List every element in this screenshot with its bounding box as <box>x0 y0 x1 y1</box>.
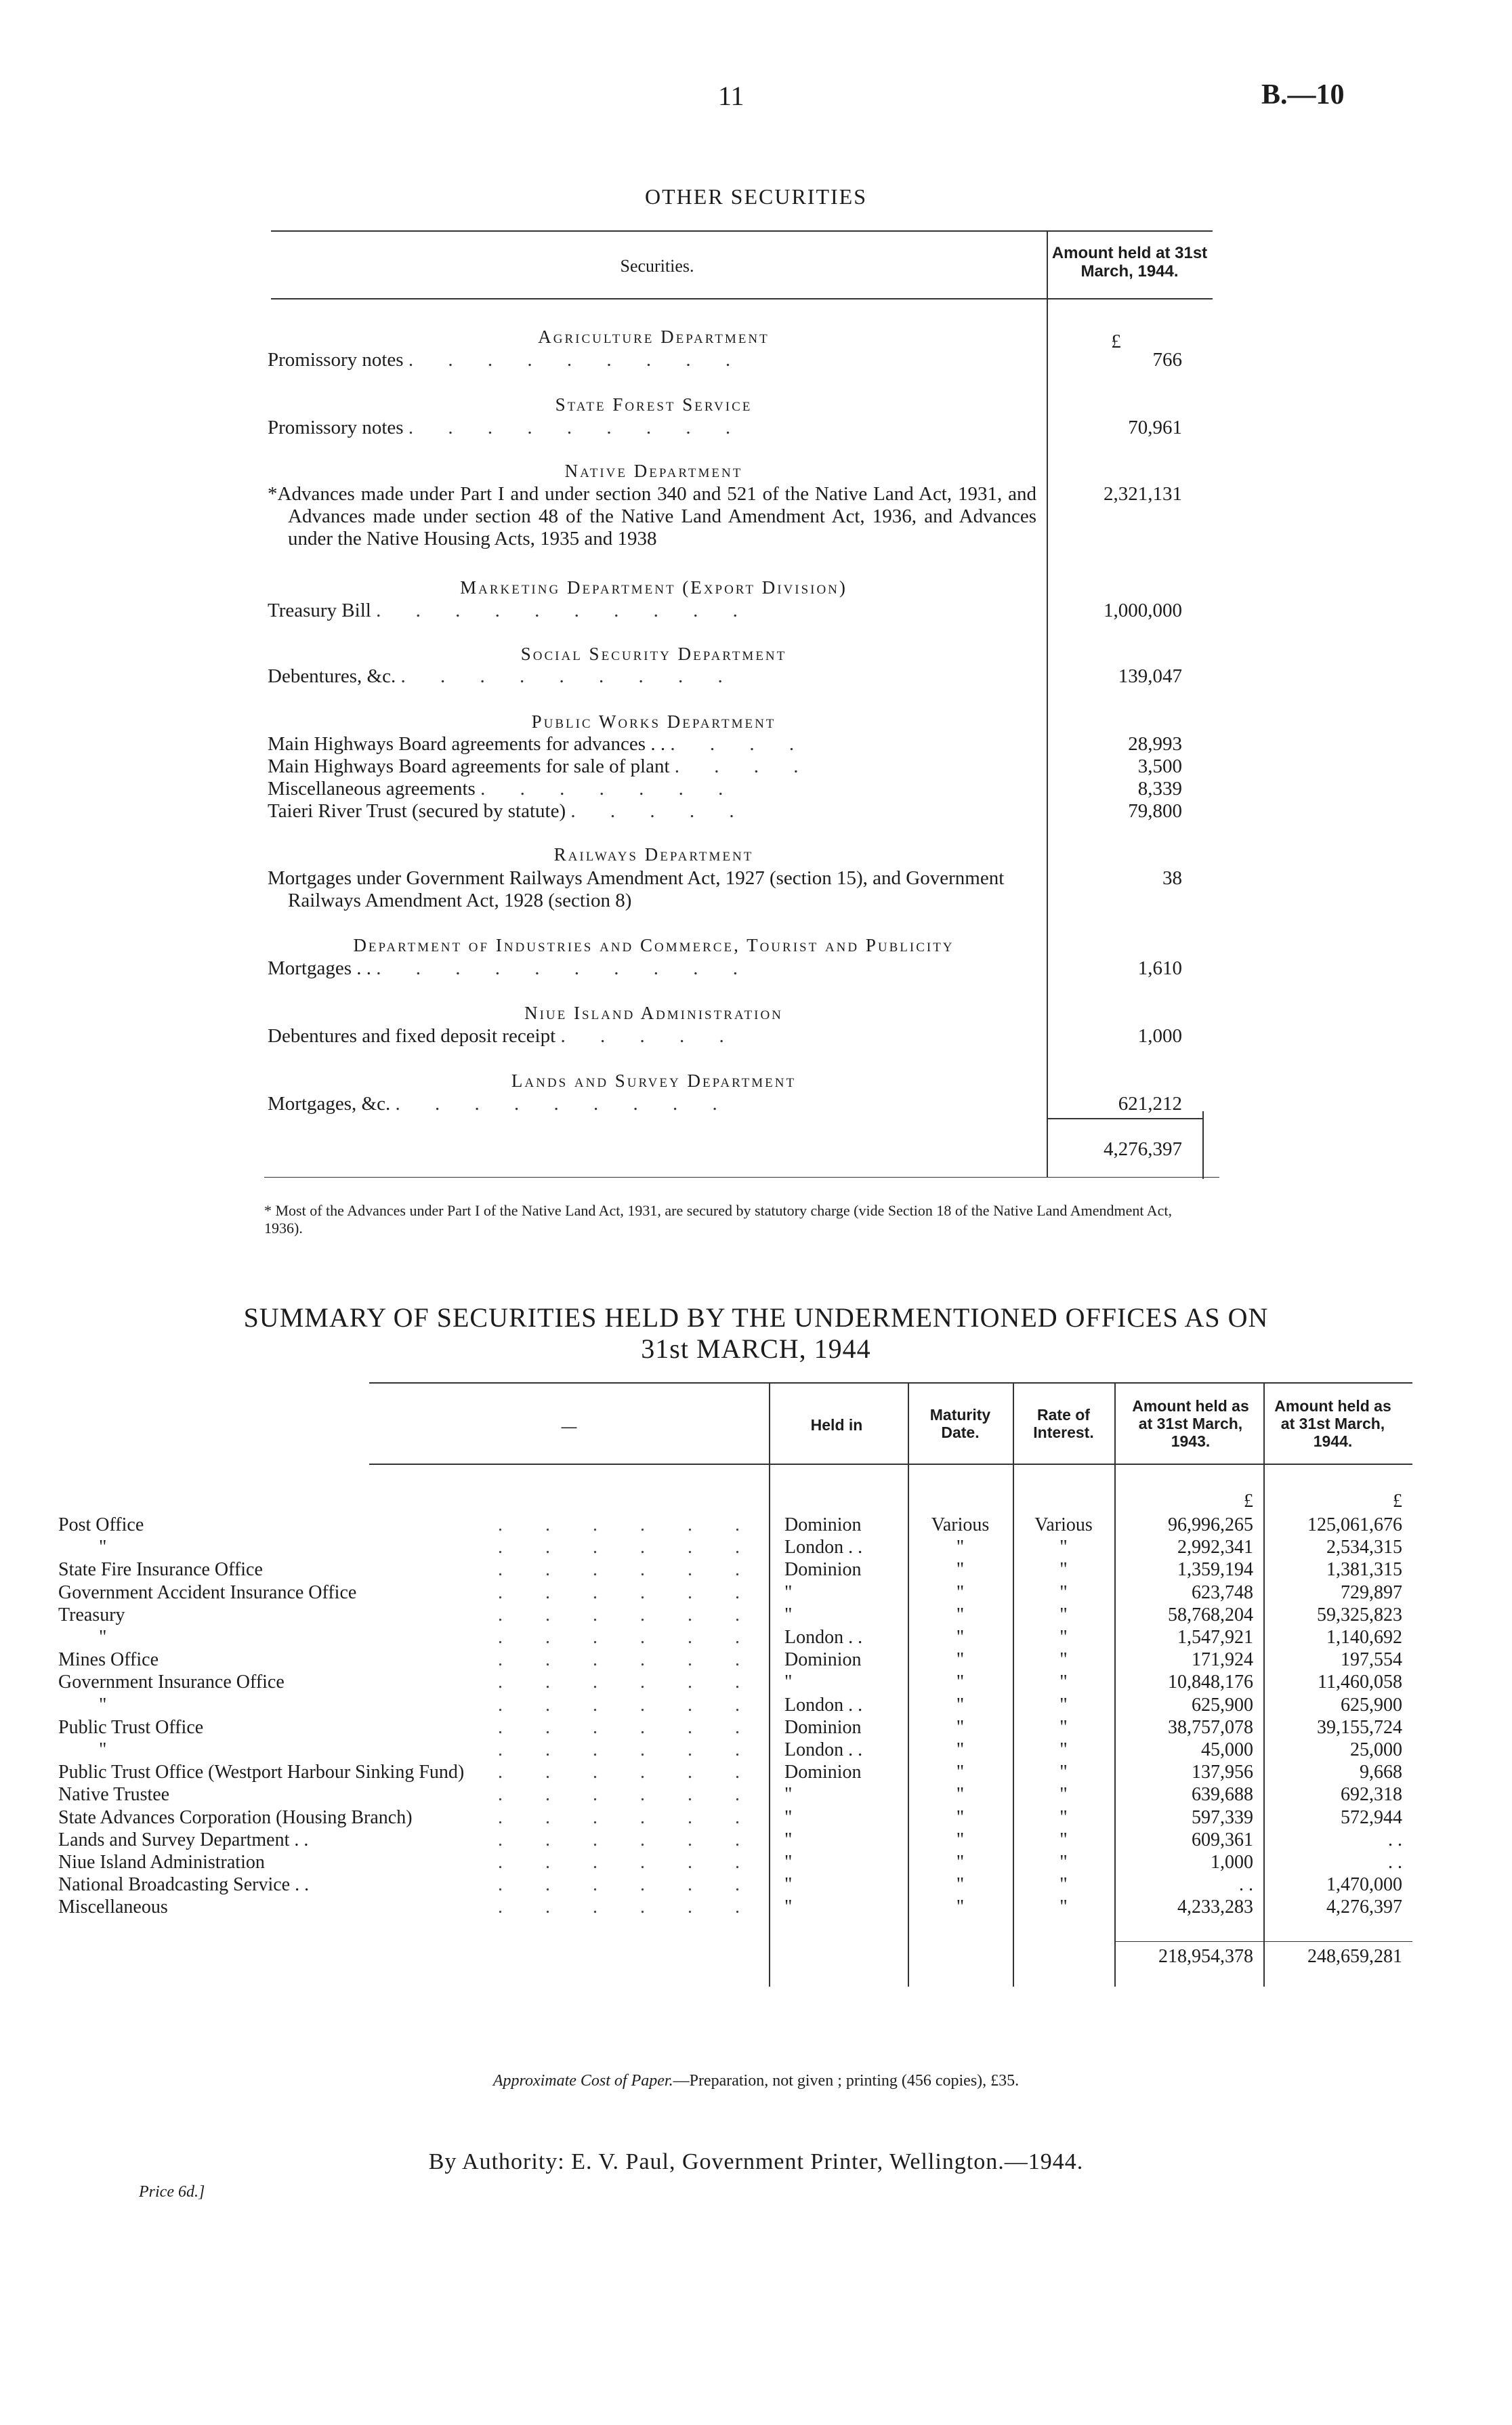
summary-cell-office: " <box>99 1739 107 1760</box>
summary-row <box>0 1627 1512 1649</box>
summary-cell-held-in: " <box>784 1784 793 1806</box>
summary-cell-held-in: " <box>784 1852 793 1873</box>
leader-dots: . . . . . . <box>498 1716 759 1738</box>
currency-symbol: £ <box>1111 331 1121 352</box>
leader-dots: . . . . . . <box>498 1649 759 1671</box>
summary-cell-maturity: " <box>956 1874 965 1896</box>
summary-cell-rate: Various <box>1034 1514 1093 1535</box>
summary-cell-a1944: 11,460,058 <box>1318 1672 1402 1693</box>
summary-cell-held-in: London . . <box>784 1537 863 1558</box>
held-in-column-header: Held in <box>810 1416 863 1434</box>
summary-cell-maturity: " <box>956 1784 965 1806</box>
amount-column-header: Amount held at 31st March, 1944. <box>1051 244 1208 281</box>
summary-cell-a1944: 625,900 <box>1341 1694 1402 1716</box>
summary-cell-held-in: Dominion <box>784 1762 862 1783</box>
header-bottom-rule <box>271 298 1213 299</box>
security-amount: 28,993 <box>1128 733 1182 755</box>
summary-row <box>0 1604 1512 1627</box>
leader-dots: . . . . . . <box>498 1874 759 1896</box>
summary-cell-office: Government Insurance Office <box>58 1672 285 1693</box>
securities-column-header: Securities. <box>620 256 694 276</box>
summary-cell-rate: " <box>1059 1874 1068 1896</box>
leader-dots: . . . . . . <box>498 1604 759 1625</box>
summary-cell-a1943: 623,748 <box>1192 1581 1253 1603</box>
summary-cell-rate: " <box>1059 1806 1068 1828</box>
leader-dots: . . . . . . <box>498 1694 759 1716</box>
summary-cell-a1943: 4,233,283 <box>1177 1897 1253 1918</box>
summary-cell-a1944: . . <box>1388 1852 1402 1873</box>
summary-cell-office: Mines Office <box>58 1649 159 1671</box>
security-row: Debentures and fixed deposit receipt . . . . . <box>268 1025 739 1047</box>
summary-cell-office: State Advances Corporation (Housing Branch) <box>58 1806 413 1828</box>
summary-row <box>0 1762 1512 1784</box>
summary-row <box>0 1717 1512 1739</box>
security-amount: 1,000 <box>1137 1025 1182 1047</box>
summary-cell-maturity: " <box>956 1672 965 1693</box>
summary-cell-maturity: " <box>956 1829 965 1850</box>
security-amount: 70,961 <box>1128 417 1182 438</box>
other-securities-total: 4,276,397 <box>1104 1138 1182 1160</box>
document-reference: B.—10 <box>1261 79 1345 110</box>
summary-cell-a1943: 639,688 <box>1192 1784 1253 1806</box>
summary-cell-office: Public Trust Office (Westport Harbour Sinking Fund) <box>58 1762 465 1783</box>
summary-cell-a1944: 729,897 <box>1341 1581 1402 1603</box>
summary-cell-office: Treasury <box>58 1604 125 1625</box>
footnote: * Most of the Advances under Part I of the Native Land Act, 1931, are secured by statutory charge (vide Section 18 of the Native Land Amendment Act, 1936). <box>264 1202 1173 1237</box>
summary-cell-rate: " <box>1059 1537 1068 1558</box>
section-heading: Public Works Department <box>531 711 776 732</box>
section-heading: Railways Department <box>553 844 754 865</box>
summary-cell-maturity: " <box>956 1694 965 1716</box>
security-row: Mortgages under Government Railways Amendment Act, 1927 (section 15), and Government Railways Amendment Act, 1928 (section 8) <box>268 867 1005 911</box>
summary-cell-a1943: 96,996,265 <box>1168 1514 1253 1535</box>
total-top-rule <box>1047 1118 1202 1119</box>
summary-cell-maturity: " <box>956 1716 965 1738</box>
total-box-right <box>1202 1111 1204 1179</box>
summary-cell-maturity: " <box>956 1852 965 1873</box>
leader-dots: . . . . . . <box>498 1852 759 1873</box>
summary-cell-held-in: " <box>784 1829 793 1850</box>
summary-cell-a1943: 45,000 <box>1201 1739 1253 1760</box>
amount-column-divider <box>1047 232 1048 1177</box>
security-row: Taieri River Trust (secured by statute) . . . . . <box>268 800 749 822</box>
summary-cell-a1943: 10,848,176 <box>1168 1672 1253 1693</box>
section-heading: Niue Island Administration <box>524 1003 783 1023</box>
summary-cell-a1944: 1,381,315 <box>1326 1559 1402 1581</box>
summary-cell-maturity: " <box>956 1559 965 1581</box>
summary-row <box>0 1582 1512 1604</box>
summary-cell-rate: " <box>1059 1852 1068 1873</box>
summary-row <box>0 1537 1512 1559</box>
security-amount: 1,000,000 <box>1104 600 1182 621</box>
leader-dots: . . . . . . <box>498 1627 759 1648</box>
summary-cell-a1943: 1,547,921 <box>1177 1627 1253 1648</box>
security-row: Main Highways Board agreements for advances . . . . . . <box>268 733 810 755</box>
summary-row <box>0 1784 1512 1806</box>
summary-cell-office: Government Accident Insurance Office <box>58 1581 357 1603</box>
summary-cell-held-in: " <box>784 1672 793 1693</box>
summary-cell-a1944: 2,534,315 <box>1326 1537 1402 1558</box>
office-column-header: — <box>561 1417 577 1435</box>
summary-cell-maturity: " <box>956 1762 965 1783</box>
leader-dots: . . . . . . <box>498 1897 759 1918</box>
summary-row <box>0 1874 1512 1897</box>
authority-line: By Authority: E. V. Paul, Government Printer, Wellington.—1944. <box>428 2149 1084 2174</box>
summary-cell-a1943: 625,900 <box>1192 1694 1253 1716</box>
summary-cell-a1944: 9,668 <box>1360 1762 1402 1783</box>
summary-cell-a1944: 59,325,823 <box>1317 1604 1402 1625</box>
summary-cell-office: Miscellaneous <box>58 1897 168 1918</box>
leader-dots: . . . . . . <box>498 1559 759 1581</box>
summary-cell-rate: " <box>1059 1672 1068 1693</box>
table-top-rule <box>271 230 1213 232</box>
summary-cell-held-in: London . . <box>784 1694 863 1716</box>
summary-cell-office: State Fire Insurance Office <box>58 1559 263 1581</box>
security-amount: 38 <box>1162 867 1182 889</box>
summary-cell-office: Lands and Survey Department . . <box>58 1829 309 1850</box>
rate-column-header: Rate of Interest. <box>1033 1406 1094 1441</box>
summary-cell-maturity: " <box>956 1537 965 1558</box>
summary-row <box>0 1829 1512 1852</box>
section-heading: Department of Industries and Commerce, Tourist and Publicity <box>353 935 954 955</box>
summary-cell-office: Native Trustee <box>58 1784 170 1806</box>
summary-cell-rate: " <box>1059 1829 1068 1850</box>
summary-cell-a1943: 1,359,194 <box>1177 1559 1253 1581</box>
summary-cell-rate: " <box>1059 1716 1068 1738</box>
summary-cell-maturity: " <box>956 1806 965 1828</box>
summary-cell-held-in: Dominion <box>784 1716 862 1738</box>
summary-row <box>0 1807 1512 1829</box>
section-heading: Lands and Survey Department <box>511 1071 797 1091</box>
summary-cell-rate: " <box>1059 1581 1068 1603</box>
summary-total-rule <box>1114 1941 1412 1942</box>
summary-cell-office: National Broadcasting Service . . <box>58 1874 310 1896</box>
summary-row <box>0 1649 1512 1672</box>
security-row: Promissory notes . . . . . . . . . <box>268 417 746 438</box>
summary-row <box>0 1559 1512 1581</box>
summary-cell-a1943: 137,956 <box>1192 1762 1253 1783</box>
security-row: Debentures, &c. . . . . . . . . . <box>268 665 738 687</box>
summary-cell-a1944: 125,061,676 <box>1307 1514 1402 1535</box>
summary-cell-a1943: 171,924 <box>1192 1649 1253 1671</box>
summary-cell-a1943: 58,768,204 <box>1168 1604 1253 1625</box>
summary-cell-held-in: London . . <box>784 1627 863 1648</box>
security-row: Mortgages . . . . . . . . . . . . <box>268 957 753 979</box>
leader-dots: . . . . . . <box>498 1806 759 1828</box>
amount-1943-column-header: Amount held as at 31st March, 1943. <box>1132 1397 1249 1450</box>
summary-cell-maturity: " <box>956 1581 965 1603</box>
summary-cell-rate: " <box>1059 1559 1068 1581</box>
amount-1944-column-header: Amount held as at 31st March, 1944. <box>1274 1397 1391 1450</box>
security-amount: 621,212 <box>1118 1093 1182 1115</box>
summary-row <box>0 1672 1512 1694</box>
security-amount: 3,500 <box>1137 755 1182 777</box>
cost-of-paper: Approximate Cost of Paper.—Preparation, not given ; printing (456 copies), £35. <box>492 2072 1020 2090</box>
leader-dots: . . . . . . <box>498 1537 759 1558</box>
summary-row <box>0 1514 1512 1537</box>
summary-cell-rate: " <box>1059 1649 1068 1671</box>
section-heading: Social Security Department <box>520 644 787 664</box>
summary-cell-a1944: 4,276,397 <box>1326 1897 1402 1918</box>
security-row: Miscellaneous agreements . . . . . . . <box>268 778 738 800</box>
summary-cell-a1944: 692,318 <box>1341 1784 1402 1806</box>
security-amount: 766 <box>1152 349 1182 371</box>
summary-cell-rate: " <box>1059 1694 1068 1716</box>
security-row: *Advances made under Part I and under section 340 and 521 of the Native Land Act, 1931, and Advances made under section 48 of the Native Land Amendment Act, 1936, and Advances under the Native Housing Acts, 1935 and 1938 <box>268 483 1036 550</box>
summary-cell-maturity: " <box>956 1739 965 1760</box>
summary-cell-a1943: 38,757,078 <box>1168 1716 1253 1738</box>
summary-cell-a1944: 197,554 <box>1341 1649 1402 1671</box>
leader-dots: . . . . . . <box>498 1829 759 1850</box>
summary-row <box>0 1852 1512 1874</box>
summary-cell-office: Post Office <box>58 1514 144 1535</box>
summary-cell-a1944: 572,944 <box>1341 1806 1402 1828</box>
summary-cell-a1943: . . <box>1239 1874 1253 1896</box>
summary-cell-maturity: " <box>956 1649 965 1671</box>
leader-dots: . . . . . . <box>498 1784 759 1806</box>
leader-dots: . . . . . . <box>498 1581 759 1603</box>
summary-cell-office: Niue Island Administration <box>58 1852 265 1873</box>
security-row: Promissory notes . . . . . . . . . <box>268 349 746 371</box>
summary-row <box>0 1695 1512 1717</box>
leader-dots: . . . . . . <box>498 1514 759 1535</box>
section-heading: Marketing Department (Export Division) <box>460 577 847 598</box>
security-amount: 139,047 <box>1118 665 1182 687</box>
section-heading: Native Department <box>564 461 743 481</box>
leader-dots: . . . . . . <box>498 1739 759 1760</box>
security-amount: 1,610 <box>1137 957 1182 979</box>
summary-cell-maturity: Various <box>931 1514 990 1535</box>
summary-cell-office: " <box>99 1694 107 1716</box>
summary-row <box>0 1897 1512 1919</box>
summary-cell-held-in: Dominion <box>784 1649 862 1671</box>
summary-cell-rate: " <box>1059 1897 1068 1918</box>
summary-cell-a1943: 597,339 <box>1192 1806 1253 1828</box>
summary-cell-held-in: Dominion <box>784 1559 862 1581</box>
security-amount: 2,321,131 <box>1104 483 1182 505</box>
page-number: 11 <box>718 81 744 111</box>
summary-cell-office: Public Trust Office <box>58 1716 204 1738</box>
summary-cell-held-in: " <box>784 1874 793 1896</box>
summary-cell-held-in: " <box>784 1897 793 1918</box>
summary-cell-held-in: " <box>784 1604 793 1625</box>
summary-cell-rate: " <box>1059 1739 1068 1760</box>
security-row: Mortgages, &c. . . . . . . . . . <box>268 1093 732 1115</box>
summary-total-row: 218,954,378 248,659,281 <box>1158 1946 1402 1967</box>
summary-cell-a1944: . . <box>1388 1829 1402 1850</box>
currency-row: £ £ <box>1244 1491 1402 1512</box>
summary-title: SUMMARY OF SECURITIES HELD BY THE UNDERMENTIONED OFFICES AS ON 31st MARCH, 1944 <box>243 1302 1269 1364</box>
summary-cell-rate: " <box>1059 1784 1068 1806</box>
summary-cell-rate: " <box>1059 1604 1068 1625</box>
section-heading: State Forest Service <box>555 394 753 415</box>
summary-cell-maturity: " <box>956 1627 965 1648</box>
summary-cell-held-in: " <box>784 1806 793 1828</box>
summary-cell-maturity: " <box>956 1604 965 1625</box>
summary-cell-office: " <box>99 1627 107 1648</box>
summary-cell-a1944: 1,470,000 <box>1326 1874 1402 1896</box>
summary-cell-office: " <box>99 1537 107 1558</box>
summary-cell-rate: " <box>1059 1762 1068 1783</box>
maturity-column-header: Maturity Date. <box>929 1406 991 1441</box>
other-securities-title: OTHER SECURITIES <box>645 184 867 209</box>
summary-cell-a1943: 1,000 <box>1211 1852 1253 1873</box>
summary-cell-a1944: 25,000 <box>1350 1739 1402 1760</box>
summary-header-rule <box>369 1464 1412 1465</box>
security-row: Treasury Bill . . . . . . . . . . <box>268 600 753 621</box>
summary-row <box>0 1739 1512 1762</box>
leader-dots: . . . . . . <box>498 1672 759 1693</box>
footnote-rule <box>264 1177 1219 1178</box>
summary-cell-held-in: " <box>784 1581 793 1603</box>
security-amount: 79,800 <box>1128 800 1182 822</box>
section-heading: Agriculture Department <box>538 327 770 347</box>
security-amount: 8,339 <box>1137 778 1182 800</box>
summary-cell-maturity: " <box>956 1897 965 1918</box>
summary-cell-held-in: London . . <box>784 1739 863 1760</box>
summary-top-rule <box>369 1382 1412 1384</box>
summary-cell-a1943: 2,992,341 <box>1177 1537 1253 1558</box>
summary-cell-a1943: 609,361 <box>1192 1829 1253 1850</box>
summary-cell-held-in: Dominion <box>784 1514 862 1535</box>
leader-dots: . . . . . . <box>498 1762 759 1783</box>
price: Price 6d.] <box>139 2183 205 2201</box>
security-row: Main Highways Board agreements for sale of plant . . . . <box>268 755 814 777</box>
summary-cell-a1944: 1,140,692 <box>1326 1627 1402 1648</box>
summary-cell-rate: " <box>1059 1627 1068 1648</box>
summary-cell-a1944: 39,155,724 <box>1317 1716 1402 1738</box>
